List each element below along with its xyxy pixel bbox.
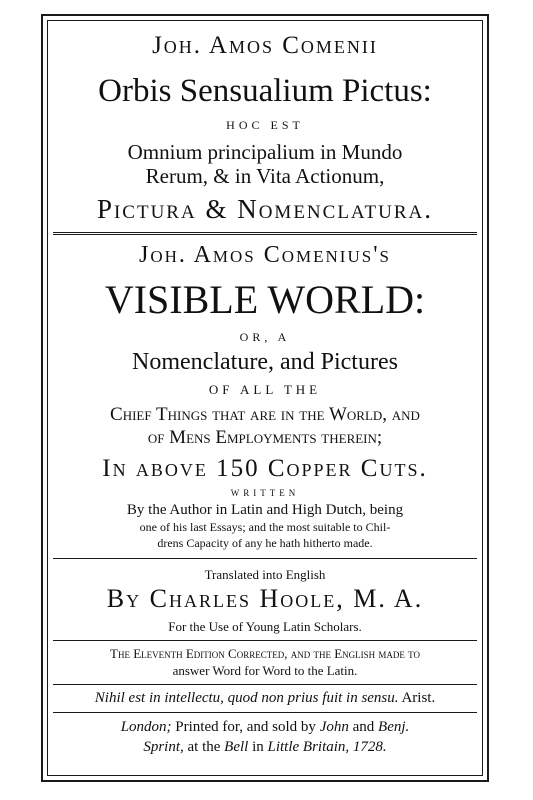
copper-cuts-line: In above 150 Copper Cuts. bbox=[102, 455, 428, 482]
by-author-line: By the Author in Latin and High Dutch, being bbox=[126, 502, 404, 518]
rule-2 bbox=[53, 558, 477, 559]
latin-title: Orbis Sensualium Pictus: bbox=[98, 73, 432, 109]
imprint-name2: Benj. bbox=[378, 719, 410, 735]
imprint-line1 bbox=[55, 720, 475, 735]
edition-line1: The Eleventh Edition Corrected, and the English made to bbox=[110, 646, 420, 661]
latin-author: Joh. Amos Comenii bbox=[152, 32, 378, 59]
english-author: Joh. Amos Comenius's bbox=[139, 242, 391, 268]
rule-4 bbox=[53, 684, 477, 685]
imprint-at: at the bbox=[187, 739, 221, 755]
motto-latin: Nihil est in intellectu, quod non prius fuit in sensu. bbox=[94, 690, 399, 706]
capacity-line: drens Capacity of any he hath hitherto made. bbox=[157, 536, 373, 550]
nomenclature-line: Nomenclature, and Pictures bbox=[132, 349, 398, 375]
last-essays-line: one of his last Essays; and the most suitable to Chil- bbox=[139, 520, 391, 534]
imprint-sign: Bell bbox=[224, 739, 249, 755]
motto-source: Arist. bbox=[401, 690, 436, 706]
rule-1 bbox=[53, 232, 477, 235]
rule-3 bbox=[53, 640, 477, 641]
imprint-name1: John bbox=[319, 719, 349, 735]
imprint-year: 1728. bbox=[352, 739, 387, 755]
mens-employments-line: of Mens Employments therein; bbox=[147, 427, 383, 448]
english-title: VISIBLE WORLD: bbox=[104, 277, 426, 322]
pictura-nomenclatura: Pictura & Nomenclatura. bbox=[96, 194, 434, 224]
of-all-the: OF ALL THE bbox=[208, 382, 322, 397]
translated-into: Translated into English bbox=[204, 567, 326, 582]
or-a: OR, A bbox=[239, 330, 291, 344]
for-use-line: For the Use of Young Latin Scholars. bbox=[168, 619, 362, 634]
written: WRITTEN bbox=[230, 488, 300, 498]
hoc-est: HOC EST bbox=[226, 118, 304, 132]
latin-subtitle-line1: Omnium principalium in Mundo bbox=[127, 140, 403, 164]
imprint-sprint: Sprint, bbox=[143, 739, 184, 755]
by-hoole: By Charles Hoole, M. A. bbox=[106, 584, 424, 613]
motto bbox=[55, 691, 475, 706]
imprint-street: Little Britain, bbox=[267, 739, 350, 755]
rule-5 bbox=[53, 712, 477, 713]
imprint-in: in bbox=[252, 739, 264, 755]
chief-things-line: Chief Things that are in the World, and bbox=[110, 404, 420, 425]
latin-subtitle-line2: Rerum, & in Vita Actionum, bbox=[145, 164, 385, 188]
imprint-line2 bbox=[55, 740, 475, 755]
imprint-printed: Printed for, and sold by bbox=[175, 719, 316, 735]
imprint-place: London; bbox=[120, 719, 172, 735]
imprint-and: and bbox=[352, 719, 375, 735]
edition-line2: answer Word for Word to the Latin. bbox=[172, 663, 358, 678]
